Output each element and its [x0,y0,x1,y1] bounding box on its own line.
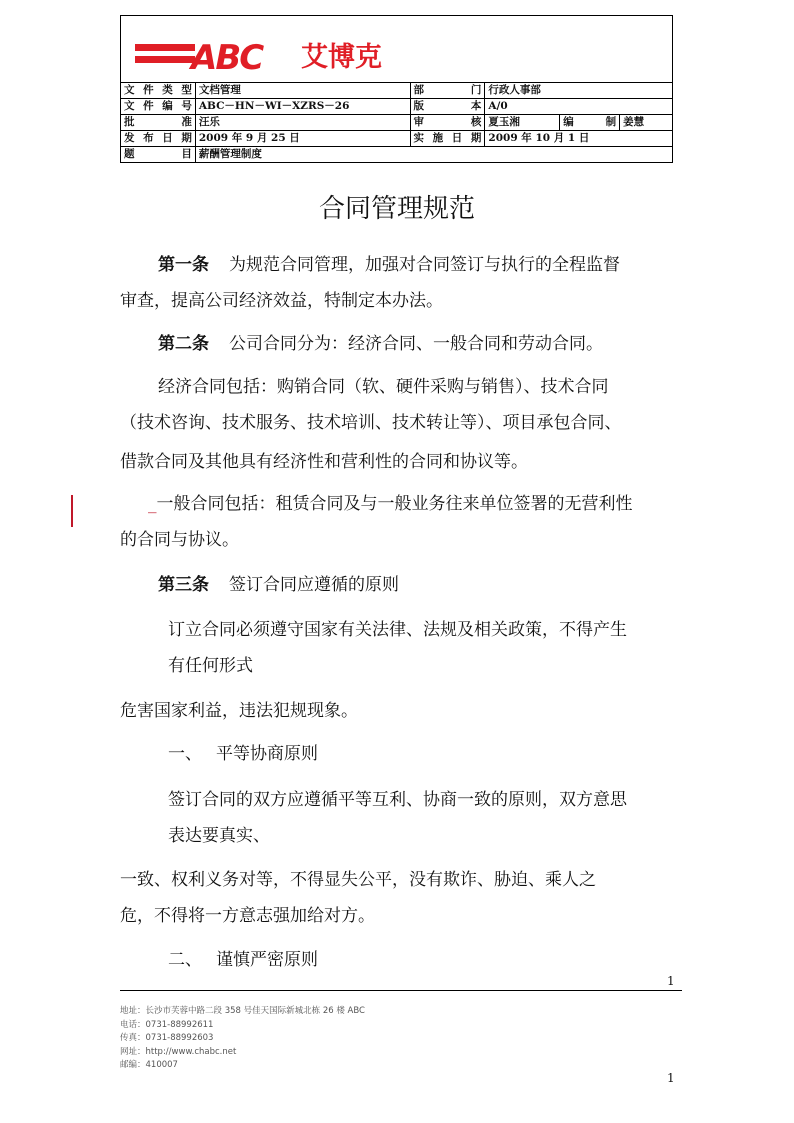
article-3-text: 签订合同应遵循的原则 [229,575,399,595]
label-compiler: 编 制 [560,115,620,131]
page-number-top: 1 [667,974,675,988]
article-1-line-1 [158,255,620,275]
value-release-date: 2009 年 9 月 25 日 [195,131,410,147]
article-2-line-1 [158,334,603,354]
value-department: 行政人事部 [485,83,673,99]
footer-phone: 电话：0731-88992611 [120,1019,214,1030]
table-row [121,131,673,147]
principle-1-title: 平等协商原则 [216,744,318,764]
document-info-table [120,82,673,163]
general-contract-text: 一般合同包括：租赁合同及与一般业务往来单位签署的无营利性 [156,494,633,514]
footer-address: 地址：长沙市芙蓉中路二段 358 号佳天国际新城北栋 26 楼 ABC [120,1006,365,1016]
value-doc-type: 文档管理 [195,83,410,99]
logo-company-name: 艾博克 [301,42,382,73]
value-doc-number: ABC－HN－WI－XZRS－26 [195,99,410,115]
equality-line-4: 危，不得将一方意志强加给对方。 [120,906,375,926]
table-row [121,147,673,163]
article-3-heading: 第三条 [158,575,209,595]
equality-line-2: 表达要真实、 [168,826,270,846]
article-1-heading: 第一条 [158,255,209,275]
label-department: 部 门 [410,83,485,99]
principle-2-number: 二、 [168,950,202,970]
value-compiler: 姜慧 [620,115,673,131]
page-number-bottom: 1 [667,1071,675,1085]
economic-contract-line-2: （技术咨询、技术服务、技术培训、技术转让等）、项目承包合同、 [120,413,622,433]
law-line-2: 有任何形式 [168,656,253,676]
value-review: 夏玉湘 [485,115,560,131]
footer-contact [120,1005,365,1073]
article-3-line-1 [158,575,399,595]
general-contract-line-1 [148,494,633,514]
label-review: 审 核 [410,115,485,131]
footer-divider [120,990,682,991]
general-contract-line-2: 的合同与协议。 [120,530,239,550]
label-doc-type: 文件类型 [121,83,196,99]
label-approve: 批 准 [121,115,196,131]
value-effective-date: 2009 年 10 月 1 日 [485,131,673,147]
label-version: 版 本 [410,99,485,115]
principle-2-title: 谨慎严密原则 [216,950,318,970]
value-version: A/0 [485,99,673,115]
revision-bar [71,495,73,527]
label-doc-number: 文件编号 [121,99,196,115]
company-logo [133,34,433,78]
equality-line-3: 一致、权利义务对等，不得显失公平，没有欺诈、胁迫、乘人之 [120,870,596,890]
logo-stripes-icon [133,36,195,76]
article-2-text: 公司合同分为：经济合同、一般合同和劳动合同。 [229,334,603,354]
revision-mark: _ [148,494,157,514]
value-subject: 薪酬管理制度 [195,147,672,163]
label-effective-date: 实施日期 [410,131,485,147]
footer-fax: 传真：0731-88992603 [120,1033,214,1043]
table-row [121,99,673,115]
footer-zipcode: 邮编：410007 [120,1060,178,1070]
label-release-date: 发布日期 [121,131,196,147]
document-title: 合同管理规范 [318,194,475,224]
economic-contract-line-3: 借款合同及其他具有经济性和营利性的合同和协议等。 [120,452,528,472]
label-subject: 题 目 [121,147,196,163]
economic-contract-line-1: 经济合同包括：购销合同（软、硬件采购与销售）、技术合同 [158,377,609,397]
article-1-text: 为规范合同管理，加强对合同签订与执行的全程监督 [229,255,620,275]
table-row [121,83,673,99]
equality-line-1: 签订合同的双方应遵循平等互利、协商一致的原则，双方意思 [168,790,627,810]
table-row [121,115,673,131]
law-line-3: 危害国家利益，违法犯规现象。 [120,701,358,721]
article-1-line-2: 审查，提高公司经济效益，特制定本办法。 [120,291,443,311]
article-2-heading: 第二条 [158,334,209,354]
law-line-1: 订立合同必须遵守国家有关法律、法规及相关政策，不得产生 [168,620,627,640]
principle-1-number: 一、 [168,744,202,764]
logo-abc: ABC [191,38,263,78]
value-approve: 汪乐 [195,115,410,131]
footer-website: 网址：http://www.chabc.net [120,1046,237,1057]
